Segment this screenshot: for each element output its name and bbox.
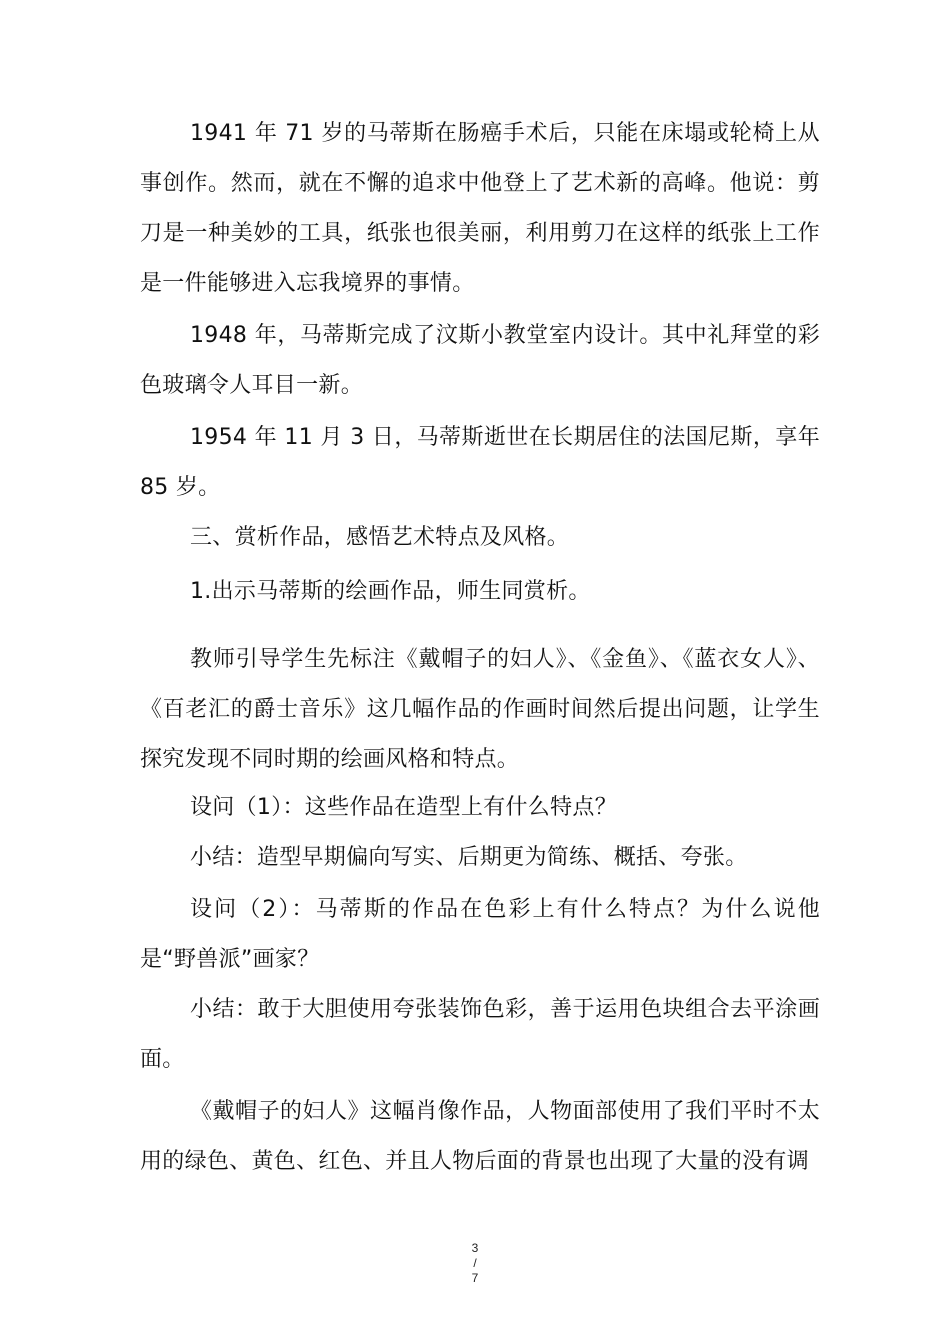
paragraph-show-works: 1.出示马蒂斯的绘画作品，师生同赏析。 xyxy=(190,579,591,604)
summary-1: 小结：造型早期偏向写实、后期更为简练、概括、夸张。 xyxy=(190,845,748,870)
page-number-separator: / xyxy=(473,1256,477,1270)
section-heading-appreciation: 三、赏析作品，感悟艺术特点及风格。 xyxy=(190,525,570,550)
paragraph-matisse-1954: 1954 年 11 月 3 日，马蒂斯逝世在长期居住的法国尼斯，享年 85 岁。 xyxy=(140,425,820,500)
summary-2: 小结：敢于大胆使用夸张装饰色彩，善于运用色块组合去平涂画面。 xyxy=(140,997,820,1072)
paragraph-matisse-1941: 1941 年 71 岁的马蒂斯在肠癌手术后，只能在床塌或轮椅上从事创作。然而，就在不懈的追求中他登上了艺术新的高峰。他说：剪刀是一种美妙的工具，纸张也很美丽，利用剪刀在这样的纸张上工作是一件能够进入忘我境界的事情。 xyxy=(140,121,820,296)
paragraph-woman-with-hat: 《戴帽子的妇人》这幅肖像作品，人物面部使用了我们平时不太用的绿色、黄色、红色、并且人物后面的背景也出现了大量的没有调 xyxy=(140,1099,820,1174)
paragraph-matisse-1948: 1948 年，马蒂斯完成了汶斯小教堂室内设计。其中礼拜堂的彩色玻璃令人耳目一新。 xyxy=(140,323,820,398)
question-2: 设问（2）：马蒂斯的作品在色彩上有什么特点？为什么说他是“野兽派”画家？ xyxy=(140,897,820,972)
page-number-current: 3 xyxy=(471,1241,479,1255)
page-number xyxy=(455,1241,495,1286)
paragraph-teacher-guide: 教师引导学生先标注《戴帽子的妇人》、《金鱼》、《蓝衣女人》、《百老汇的爵士音乐》这几幅作品的作画时间然后提出问题，让学生探究发现不同时期的绘画风格和特点。 xyxy=(140,647,820,772)
question-1: 设问（1）：这些作品在造型上有什么特点？ xyxy=(190,795,617,820)
page-number-total: 7 xyxy=(471,1271,479,1285)
